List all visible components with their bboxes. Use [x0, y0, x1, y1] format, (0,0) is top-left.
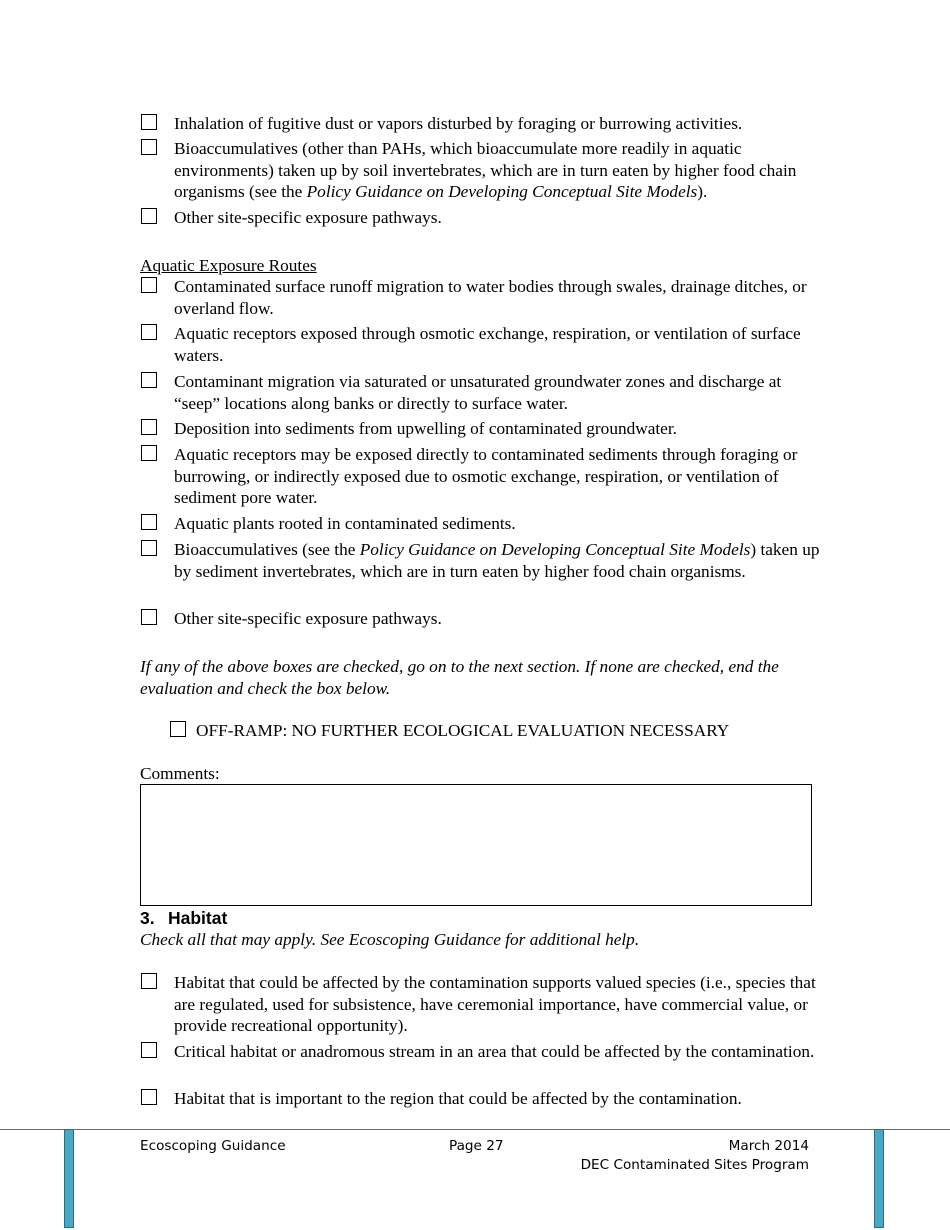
checkbox-label: Other site-specific exposure pathways. — [174, 208, 442, 227]
footer-page-number: Page 27 — [449, 1138, 504, 1154]
checkbox[interactable] — [141, 1042, 157, 1058]
checkbox[interactable] — [141, 139, 157, 155]
offramp-checkbox-item[interactable] — [170, 720, 729, 741]
checkbox-item-groundwater-migration[interactable] — [141, 371, 821, 414]
footer-accent-bar-right — [874, 1129, 884, 1228]
checkbox-item-aquatic-plants[interactable] — [141, 513, 821, 535]
section-subtitle: Check all that may apply. See Ecoscoping Guidance for additional help. — [140, 930, 640, 949]
checkbox[interactable] — [141, 324, 157, 340]
checkbox-label: Contaminated surface runoff migration to water bodies through swales, drainage ditches, or overland flow. — [174, 277, 807, 318]
section-number: 3. — [140, 908, 155, 928]
offramp-checkbox[interactable] — [170, 721, 186, 737]
label-text: Bioaccumulatives (other than PAHs, which bioaccumulate more readily in aquatic environments) taken up by soil invertebrates, which are in turn eaten by higher food chain organisms (see the — [174, 139, 797, 201]
checkbox-label: Critical habitat or anadromous stream in an area that could be affected by the contamination. — [174, 1042, 815, 1061]
checkbox[interactable] — [141, 419, 157, 435]
instruction-note: If any of the above boxes are checked, go on to the next section. If none are checked, end the evaluation and check the box below. — [140, 657, 779, 698]
checkbox-item-inhalation[interactable] — [141, 113, 821, 135]
policy-guidance-title: Policy Guidance on Developing Conceptual Site Models — [359, 540, 751, 559]
checkbox-label: Habitat that could be affected by the contamination supports valued species (i.e., species that are regulated, used for subsistence, have ceremonial importance, have commercial value, or provide recreational opportunity). — [174, 973, 816, 1035]
comments-label: Comments: — [140, 764, 220, 783]
checkbox-label: Inhalation of fugitive dust or vapors disturbed by foraging or burrowing activities. — [174, 114, 743, 133]
checkbox-label: Contaminant migration via saturated or unsaturated groundwater zones and discharge at “seep” locations along banks or directly to surface water. — [174, 372, 782, 413]
checkbox-item-bioaccumulatives-soil[interactable] — [141, 138, 821, 203]
footer-program: DEC Contaminated Sites Program — [580, 1157, 809, 1173]
checkbox[interactable] — [141, 372, 157, 388]
label-text: ) taken up by sediment invertebrates, which are in turn eaten by higher food chain organisms. — [174, 540, 820, 581]
checkbox-item-sediment-deposition[interactable] — [141, 418, 821, 440]
aquatic-heading: Aquatic Exposure Routes — [140, 256, 317, 275]
checkbox-item-other-terrestrial[interactable] — [141, 207, 821, 229]
checkbox-label — [174, 138, 821, 203]
policy-guidance-title: Policy Guidance on Developing Conceptual Site Models — [306, 182, 698, 201]
section-heading — [140, 907, 227, 929]
checkbox-item-other-aquatic[interactable] — [141, 608, 821, 630]
checkbox-item-regional-habitat[interactable] — [141, 1088, 821, 1110]
footer-right-block — [581, 1137, 809, 1175]
checkbox-item-valued-species[interactable] — [141, 972, 821, 1037]
label-text: ). — [697, 182, 708, 201]
checkbox[interactable] — [141, 973, 157, 989]
checkbox[interactable] — [141, 1089, 157, 1105]
checkbox[interactable] — [141, 445, 157, 461]
checkbox-label: Aquatic plants rooted in contaminated sediments. — [174, 514, 516, 533]
checkbox-item-sediment-exposure[interactable] — [141, 444, 821, 509]
checkbox-label: Deposition into sediments from upwelling of contaminated groundwater. — [174, 419, 677, 438]
checkbox-item-critical-habitat[interactable] — [141, 1041, 821, 1063]
checkbox-label: Aquatic receptors exposed through osmotic exchange, respiration, or ventilation of surface waters. — [174, 324, 801, 365]
footer-document-title: Ecoscoping Guidance — [140, 1138, 286, 1154]
checkbox[interactable] — [141, 277, 157, 293]
checkbox[interactable] — [141, 540, 157, 556]
comments-textbox[interactable] — [140, 784, 812, 906]
checkbox[interactable] — [141, 514, 157, 530]
checkbox-item-surface-runoff[interactable] — [141, 276, 821, 319]
checkbox-item-osmotic-surface[interactable] — [141, 323, 821, 366]
offramp-label: OFF-RAMP: NO FURTHER ECOLOGICAL EVALUATION NECESSARY — [196, 721, 730, 740]
checkbox-label: Other site-specific exposure pathways. — [174, 609, 442, 628]
section-title: Habitat — [168, 908, 228, 928]
footer-accent-bar-left — [64, 1129, 74, 1228]
checkbox-label — [174, 539, 821, 582]
checkbox[interactable] — [141, 114, 157, 130]
checkbox-item-bioaccumulatives-sediment[interactable] — [141, 539, 821, 582]
footer-rule — [0, 1129, 950, 1130]
label-text: Bioaccumulatives (see the — [174, 540, 360, 559]
checkbox[interactable] — [141, 208, 157, 224]
checkbox-label: Aquatic receptors may be exposed directly to contaminated sediments through foraging or burrowing, or indirectly exposed due to osmotic exchange, respiration, or ventilation of sediment pore water. — [174, 445, 798, 507]
checkbox[interactable] — [141, 609, 157, 625]
checkbox-label: Habitat that is important to the region that could be affected by the contamination. — [174, 1089, 742, 1108]
footer-date: March 2014 — [728, 1138, 809, 1154]
